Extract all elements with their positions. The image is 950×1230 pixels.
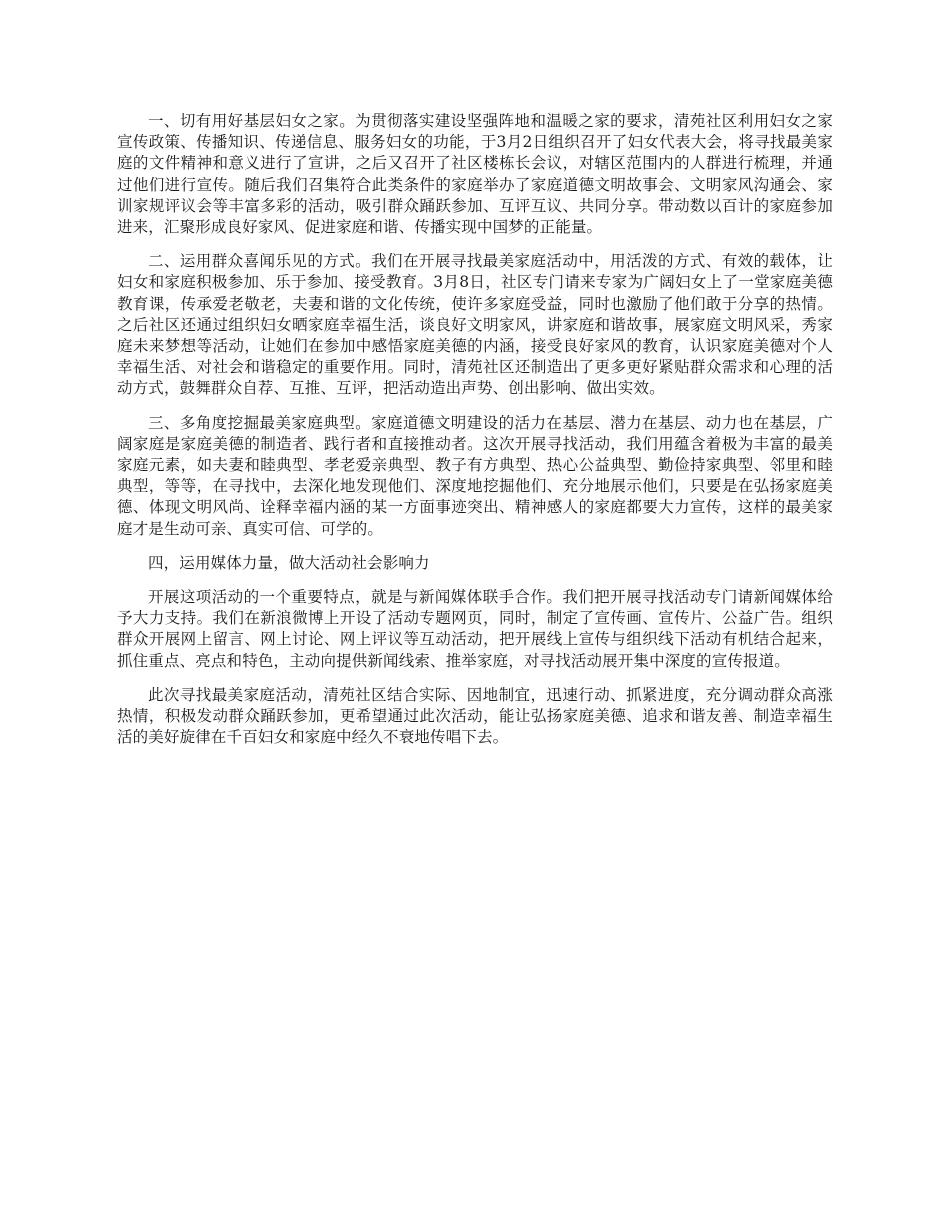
paragraph-model-families: 三、多角度挖掘最美家庭典型。家庭道德文明建设的活力在基层、潜力在基层、动力也在基层，广阔家庭是家庭美德的制造者、践行者和直接推动者。这次开展寻找活动，我们用蕴含着极为丰富的最美家庭元素，如夫妻和睦典型、孝老爱亲典型、教子有方典型、热心公益典型、勤俭持家典型、邻里和睦典型，等等，在寻找中，去深化地发现他们、深度地挖掘他们、充分地展示他们，只要是在弘扬家庭美德、体现文明风尚、诠释幸福内涵的某一方面事迹突出、精神感人的家庭都要大力宣传，这样的最美家庭才是生动可亲、真实可信、可学的。 xyxy=(117,413,833,538)
section-heading-media: 四，运用媒体力量，做大活动社会影响力 xyxy=(148,553,430,572)
paragraph-popular-methods: 二、运用群众喜闻乐见的方式。我们在开展寻找最美家庭活动中，用活泼的方式、有效的载体，让妇女和家庭积极参加、乐于参加、接受教育。3月8日，社区专门请来专家为广阔妇女上了一堂家庭美德教育课，传承爱老敬老，夫妻和谐的文化传统，使许多家庭受益，同时也激励了他们敢于分享的热情。之后社区还通过组织妇女晒家庭幸福生活，谈良好文明家风，讲家庭和谐故事，展家庭文明风采，秀家庭未来梦想等活动，让她们在参加中感悟家庭美德的内涵，接受良好家风的教育，认识家庭美德对个人幸福生活、对社会和谐稳定的重要作用。同时，清苑社区还制造出了更多更好紧贴群众需求和心理的活动方式，鼓舞群众自荐、互推、互评，把活动造出声势、创出影响、做出实效。 xyxy=(117,252,833,398)
paragraph-media-cooperation: 开展这项活动的一个重要特点，就是与新闻媒体联手合作。我们把开展寻找活动专门请新闻媒体给予大力支持。我们在新浪微博上开设了活动专题网页，同时，制定了宣传画、宣传片、公益广告。组织群众开展网上留言、网上讨论、网上评议等互动活动，把开展线上宣传与组织线下活动有机结合起来，抓住重点、亮点和特色，主动向提供新闻线索、推举家庭，对寻找活动展开集中深度的宣传报道。 xyxy=(117,588,833,670)
paragraph-conclusion: 此次寻找最美家庭活动，清苑社区结合实际、因地制宜，迅速行动、抓紧进度，充分调动群众高涨热情，积极发动群众踊跃参加，更希望通过此次活动，能让弘扬家庭美德、追求和谐友善、制造幸福生活的美好旋律在千百妇女和家庭中经久不衰地传唱下去。 xyxy=(117,685,833,747)
document-body xyxy=(117,111,833,761)
paragraph-women-home: 一、切有用好基层妇女之家。为贯彻落实建设坚强阵地和温暖之家的要求，清苑社区利用妇女之家宣传政策、传播知识、传递信息、服务妇女的功能，于3月2日组织召开了妇女代表大会，将寻找最美家庭的文件精神和意义进行了宣讲，之后又召开了社区楼栋长会议，对辖区范围内的人群进行梳理，并通过他们进行宣传。随后我们召集符合此类条件的家庭举办了家庭道德文明故事会、文明家风沟通会、家训家规评议会等丰富多彩的活动，吸引群众踊跃参加、互评互议、共同分享。带动数以百计的家庭参加进来，汇聚形成良好家风、促进家庭和谐、传播实现中国梦的正能量。 xyxy=(117,112,833,237)
